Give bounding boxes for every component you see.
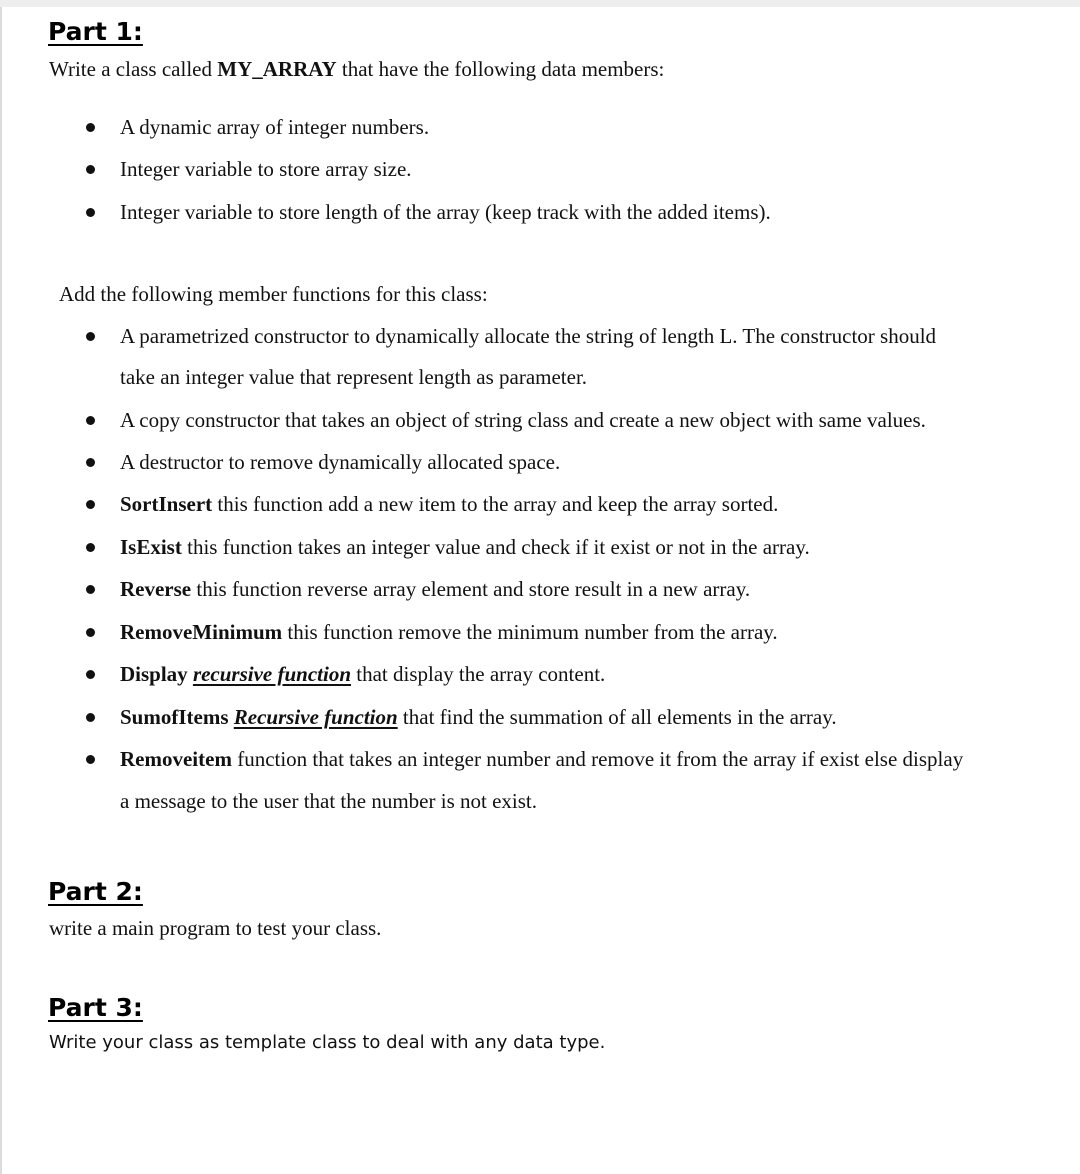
part3-heading: Part 3:	[48, 993, 143, 1022]
class-name: MY_ARRAY	[217, 57, 337, 81]
list-item-text: A parametrized constructor to dynamically allocate the string of length L. The constructor should	[120, 324, 937, 348]
list-item-text: A destructor to remove dynamically allocated space.	[120, 450, 561, 474]
part2-text: write a main program to test your class.	[49, 916, 382, 940]
function-description: this function reverse array element and store result in a new array.	[191, 577, 751, 601]
bullet-icon	[86, 458, 95, 467]
function-description: this function remove the minimum number from the array.	[282, 620, 778, 644]
function-description: that display the array content.	[351, 662, 606, 686]
function-name: Removeitem	[120, 747, 232, 771]
list-item-text	[120, 534, 810, 560]
function-name: SortInsert	[120, 492, 213, 516]
bullet-icon	[86, 755, 95, 764]
left-border	[0, 7, 2, 1174]
intro-text-end: that have the following data members:	[336, 57, 665, 81]
bullet-icon	[86, 500, 95, 509]
function-emphasis: recursive function	[192, 662, 352, 686]
list-item-text	[120, 576, 750, 602]
list-item-text-continued: take an integer value that represent length as parameter.	[120, 365, 588, 389]
bullet-icon	[86, 585, 95, 594]
list-item-text	[120, 661, 605, 687]
bullet-icon	[86, 332, 95, 341]
function-name: IsExist	[120, 535, 182, 559]
function-name: Display	[120, 662, 188, 686]
function-name: SumofItems	[120, 705, 229, 729]
intro-text: Write a class called	[49, 57, 218, 81]
bullet-icon	[86, 165, 95, 174]
function-description: function that takes an integer number and remove it from the array if exist else display	[231, 747, 964, 771]
function-name: RemoveMinimum	[120, 620, 283, 644]
functions-intro: Add the following member functions for this class:	[59, 282, 488, 306]
list-item-text: A dynamic array of integer numbers.	[120, 115, 430, 139]
list-item-text	[120, 491, 778, 517]
function-name: Reverse	[120, 577, 192, 601]
bullet-icon	[86, 670, 95, 679]
part1-heading: Part 1:	[48, 17, 143, 46]
list-item-text: A copy constructor that takes an object of string class and create a new object with same values.	[120, 408, 926, 432]
function-description: that find the summation of all elements in the array.	[397, 705, 837, 729]
top-border	[0, 0, 1080, 7]
part2-heading: Part 2:	[48, 877, 143, 906]
list-item-text: Integer variable to store array size.	[120, 157, 412, 181]
bullet-icon	[86, 543, 95, 552]
bullet-icon	[86, 628, 95, 637]
part1-intro	[49, 56, 664, 82]
list-item-text-continued: a message to the user that the number is not exist.	[120, 789, 537, 813]
list-item-text	[120, 746, 963, 772]
bullet-icon	[86, 416, 95, 425]
bullet-icon	[86, 713, 95, 722]
list-item-text	[120, 619, 778, 645]
function-description: this function add a new item to the array and keep the array sorted.	[212, 492, 779, 516]
list-item-text: Integer variable to store length of the array (keep track with the added items).	[120, 200, 771, 224]
part3-text: Write your class as template class to deal with any data type.	[49, 1032, 606, 1053]
bullet-icon	[86, 123, 95, 132]
bullet-icon	[86, 208, 95, 217]
function-description: this function takes an integer value and check if it exist or not in the array.	[181, 535, 810, 559]
function-emphasis: Recursive function	[233, 705, 398, 729]
list-item-text	[120, 704, 837, 730]
